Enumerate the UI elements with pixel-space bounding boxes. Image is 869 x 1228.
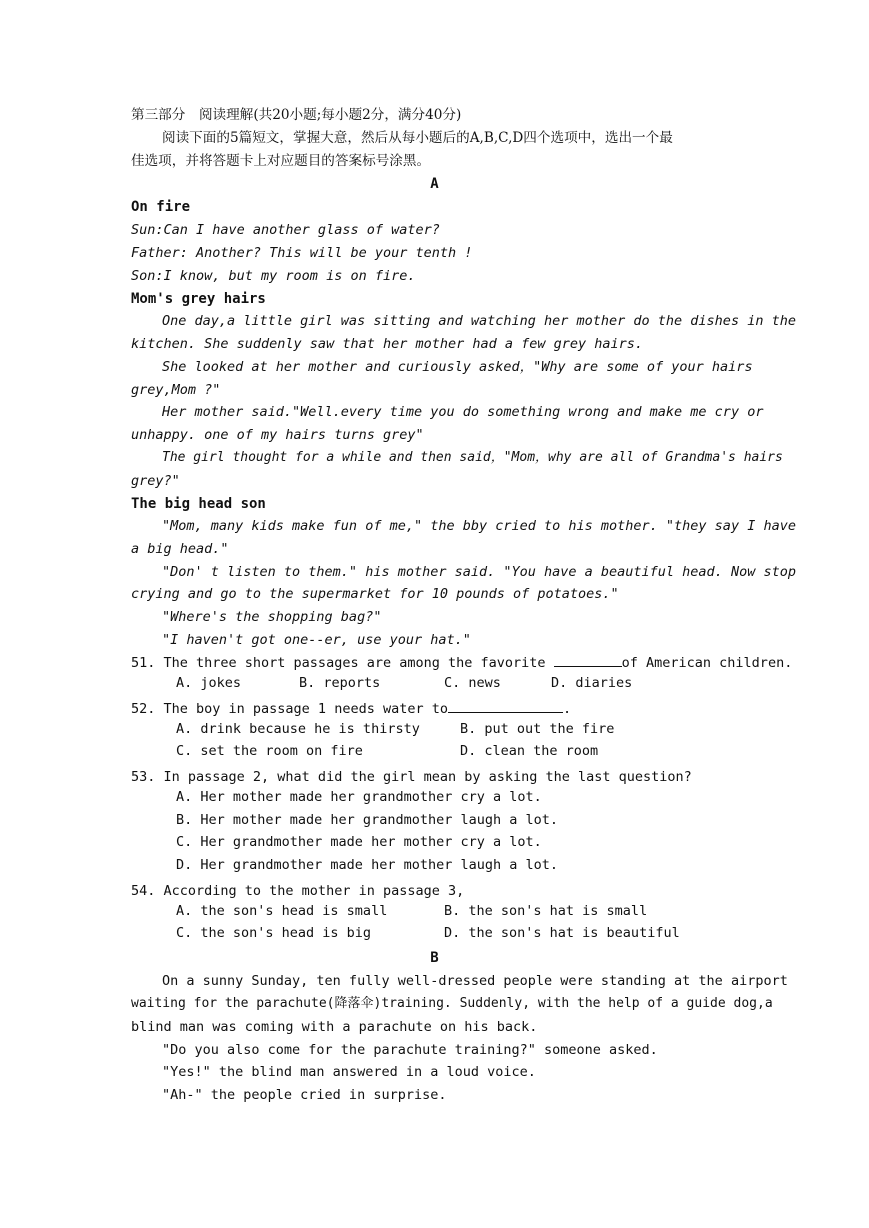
story3-line-2: a big head."	[131, 541, 229, 557]
q54-option-b: B. the son's hat is small	[444, 903, 648, 919]
passage-b-line-6: "Ah-" the people cried in surprise.	[162, 1087, 447, 1103]
story3-line-5: "Where's the shopping bag?"	[162, 609, 382, 625]
title-big-head-son: The big head son	[131, 496, 266, 512]
story3-line-4: crying and go to the supermarket for 10 pounds of potatoes."	[131, 586, 619, 602]
section-heading: 第三部分 阅读理解(共20小题;每小题2分，满分40分)	[131, 107, 462, 123]
instruction-line-2: 佳选项，并将答题卡上对应题目的答案标号涂黑。	[131, 153, 431, 169]
question-51	[131, 652, 792, 675]
passage-b-line-4: "Do you also come for the parachute training?" someone asked.	[162, 1042, 658, 1058]
question-53: 53. In passage 2, what did the girl mean by asking the last question?	[131, 769, 692, 785]
question-51-stem: 51. The three short passages are among the favorite	[131, 655, 554, 671]
passage-a-label: A	[430, 176, 439, 192]
story2-line-7: The girl thought for a while and then said，"Mom，why are all of Grandma's hairs	[162, 450, 783, 465]
q53-option-c: C. Her grandmother made her mother cry a lot.	[176, 834, 542, 850]
dialogue-line-1: Sun:Can I have another glass of water?	[131, 222, 440, 238]
q51-option-d: D. diaries	[551, 675, 633, 691]
q51-option-a: A. jokes	[176, 675, 242, 691]
q54-option-c: C. the son's head is big	[176, 925, 372, 941]
q53-option-d: D. Her grandmother made her mother laugh a lot.	[176, 857, 559, 873]
question-52-stem-end: .	[562, 701, 572, 717]
q51-option-c: C. news	[444, 675, 501, 691]
story3-line-6: "I haven't got one--er, use your hat."	[162, 632, 471, 648]
story2-line-8: grey?"	[131, 473, 180, 489]
answer-blank	[448, 698, 563, 713]
story2-line-1: One day,a little girl was sitting and watching her mother do the dishes in the	[162, 313, 796, 329]
question-54: 54. According to the mother in passage 3,	[131, 883, 465, 899]
story2-line-2: kitchen. She suddenly saw that her mother had a few grey hairs.	[131, 336, 644, 352]
story2-line-3: She looked at her mother and curiously asked，"Why are some of your hairs	[162, 359, 753, 375]
question-52	[131, 698, 571, 721]
q53-option-b: B. Her mother made her grandmother laugh a lot.	[176, 812, 559, 828]
story2-line-5: Her mother said."Well.every time you do something wrong and make me cry or	[162, 404, 764, 420]
dialogue-line-3: Son:I know, but my room is on fire.	[131, 268, 416, 284]
passage-b-line-5: "Yes!" the blind man answered in a loud voice.	[162, 1064, 536, 1080]
title-on-fire: On fire	[131, 199, 191, 215]
q52-option-c: C. set the room on fire	[176, 743, 363, 759]
answer-blank	[554, 652, 622, 667]
story3-line-1: "Mom, many kids make fun of me," the bby cried to his mother. "they say I have	[162, 518, 796, 534]
question-51-stem-end: of American children.	[621, 655, 793, 671]
question-52-stem: 52. The boy in passage 1 needs water to	[131, 701, 448, 717]
q54-option-a: A. the son's head is small	[176, 903, 388, 919]
q54-option-d: D. the son's hat is beautiful	[444, 925, 680, 941]
title-moms-grey-hairs: Mom's grey hairs	[131, 291, 266, 307]
q53-option-a: A. Her mother made her grandmother cry a lot.	[176, 789, 542, 805]
passage-b-line-2: waiting for the parachute(降落伞)training. Suddenly, with the help of a guide dog,a	[131, 996, 773, 1011]
story2-line-4: grey,Mom ?"	[131, 382, 221, 398]
q52-option-a: A. drink because he is thirsty	[176, 721, 420, 737]
passage-b-label: B	[430, 950, 439, 966]
instruction-line-1: 阅读下面的5篇短文，掌握大意，然后从每小题后的A,B,C,D四个选项中，选出一个最	[162, 130, 673, 146]
q52-option-d: D. clean the room	[460, 743, 599, 759]
story2-line-6: unhappy. one of my hairs turns grey"	[131, 427, 424, 443]
q51-option-b: B. reports	[299, 675, 381, 691]
passage-b-line-3: blind man was coming with a parachute on his back.	[131, 1019, 538, 1035]
passage-b-line-1: On a sunny Sunday, ten fully well-dressed people were standing at the airport	[162, 973, 788, 989]
story3-line-3: "Don' t listen to them." his mother said. "You have a beautiful head. Now stop	[162, 564, 796, 580]
dialogue-line-2: Father: Another? This will be your tenth !	[131, 245, 473, 261]
q52-option-b: B. put out the fire	[460, 721, 615, 737]
